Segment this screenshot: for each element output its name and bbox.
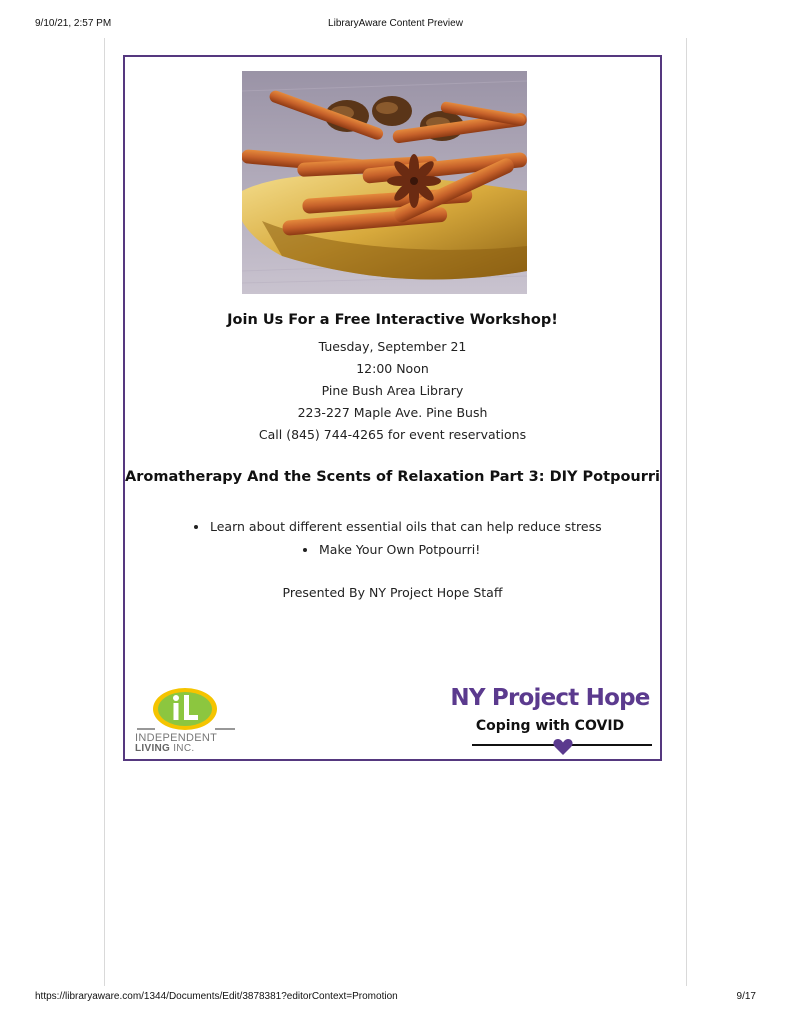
event-date: Tuesday, September 21 (318, 339, 467, 354)
event-reservation-phone: Call (845) 744-4265 for event reservations (258, 427, 527, 442)
print-footer (0, 991, 791, 1005)
il-line2 (135, 743, 245, 754)
nyph-subtitle: Coping with COVID (475, 718, 625, 734)
bullet-icon (303, 548, 307, 552)
event-time: 12:00 Noon (356, 361, 429, 376)
event-flyer (123, 55, 662, 761)
print-header (0, 18, 791, 32)
ny-project-hope-logo (445, 685, 655, 761)
heart-icon (553, 738, 573, 756)
list-item-text: Learn about different essential oils that can help reduce stress (210, 519, 602, 534)
il-line1: INDEPENDENT (135, 732, 218, 744)
list-item (194, 517, 602, 537)
workshop-heading: Join Us For a Free Interactive Workshop! (227, 312, 558, 328)
nyph-title: NY Project Hope (450, 685, 650, 711)
event-address: 223-227 Maple Ave. Pine Bush (297, 405, 488, 420)
list-item-text: Make Your Own Potpourri! (319, 542, 481, 557)
print-page-title: LibraryAware Content Preview (328, 18, 463, 29)
potpourri-photo (242, 71, 527, 294)
bullet-icon (194, 525, 198, 529)
il-line2-bold: LIVING (135, 743, 171, 754)
il-mark-icon (135, 685, 245, 735)
event-location: Pine Bush Area Library (321, 383, 464, 398)
list-item (303, 540, 480, 560)
il-line2-rest: INC. (170, 743, 195, 754)
print-datetime: 9/10/21, 2:57 PM (35, 18, 112, 29)
print-url: https://libraryaware.com/1344/Documents/Edit/3878381?editorContext=Promotion (35, 991, 398, 1002)
presented-by: Presented By NY Project Hope Staff (282, 585, 503, 600)
page-right-rule (686, 38, 687, 986)
independent-living-logo (135, 685, 245, 757)
page-left-rule (104, 38, 105, 986)
event-title: Aromatherapy And the Scents of Relaxation Part 3: DIY Potpourri (125, 469, 661, 485)
print-page-number: 9/17 (736, 991, 756, 1002)
